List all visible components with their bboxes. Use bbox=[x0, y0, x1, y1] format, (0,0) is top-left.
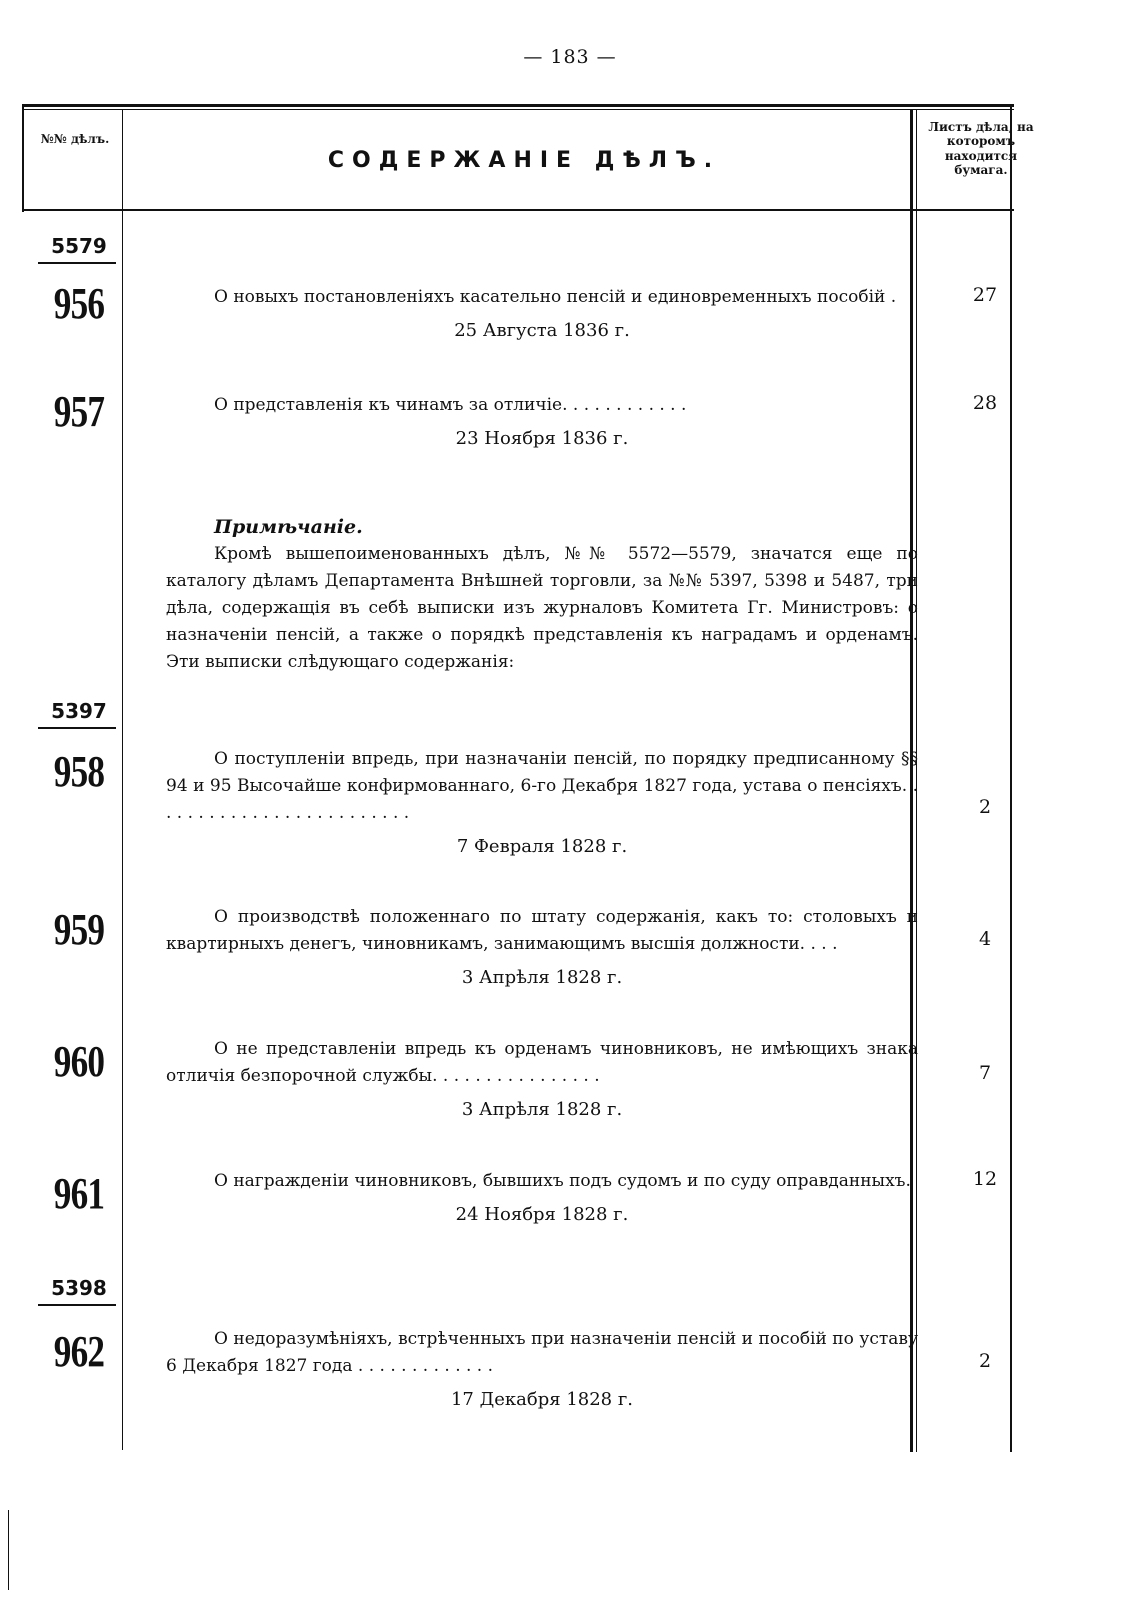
case-title: О поступленіи впредь, при назначаніи пенсій, по порядку предписанному §§ 94 и 95 Высочайше конфирмованнаго, 6-го Декабря 1827 года, устава о пенсіяхъ. . . . . . . . . . . . . . . . . . . . . . . . . bbox=[166, 749, 918, 823]
case-title: О производствѣ положеннаго по штату содержанія, какъ то: столовыхъ и квартирныхъ денегъ, чиновникамъ, занимающимъ высшія должности. . . . bbox=[166, 907, 918, 954]
page-number: — 183 — bbox=[523, 46, 617, 68]
note-heading: Примѣчаніе. bbox=[214, 516, 363, 538]
case-entry bbox=[166, 746, 918, 860]
sheet-number: 4 bbox=[978, 928, 992, 950]
case-number: 961 bbox=[53, 1169, 105, 1218]
note-block bbox=[166, 514, 918, 676]
case-date: 24 Ноября 1828 г. bbox=[455, 1204, 629, 1225]
sheet-number: 2 bbox=[978, 1350, 992, 1372]
case-date: 3 Апрѣля 1828 г. bbox=[461, 1099, 623, 1120]
catalog-rule bbox=[38, 727, 116, 729]
case-title: О новыхъ постановленіяхъ касательно пенсій и единовременныхъ пособій . bbox=[214, 287, 897, 307]
case-entry bbox=[166, 1326, 918, 1413]
case-date: 23 Ноября 1836 г. bbox=[455, 428, 629, 449]
case-number: 962 bbox=[53, 1327, 105, 1376]
case-entry bbox=[166, 1036, 918, 1123]
case-entry bbox=[166, 904, 918, 991]
note-body: Кромѣ вышепоименованныхъ дѣлъ, №№ 5572—5579, значатся еще по каталогу дѣламъ Департамента Внѣшней торговли, за №№ 5397, 5398 и 5487, три дѣла, содержащія въ себѣ выписки изъ журналовъ Комитета Гг. Министровъ: о назначеніи пенсій, а также о порядкѣ представленія къ наградамъ и орденамъ. Эти выписки слѣдующаго содержанія: bbox=[166, 544, 918, 672]
column-header-contents: СОДЕРЖАНІЕ ДѢЛЪ. bbox=[327, 148, 721, 173]
catalog-number: 5397 bbox=[51, 699, 107, 723]
case-number: 959 bbox=[53, 905, 105, 954]
case-date: 25 Августа 1836 г. bbox=[454, 320, 630, 341]
column-header-sheet: Листъ дѣла, на которомъ находится бумага. bbox=[928, 120, 1034, 178]
case-date: 17 Декабря 1828 г. bbox=[450, 1389, 633, 1410]
sheet-number: 12 bbox=[972, 1168, 998, 1190]
case-number: 956 bbox=[53, 279, 105, 328]
column-header-case-number: №№ дѣлъ. bbox=[40, 132, 110, 146]
case-title: О недоразумѣніяхъ, встрѣченныхъ при назначеніи пенсій и пособій по уставу 6 Декабря 1827 года . . . . . . . . . . . . . bbox=[166, 1329, 918, 1376]
catalog-number: 5579 bbox=[51, 234, 107, 258]
case-number: 960 bbox=[53, 1037, 105, 1086]
case-number: 958 bbox=[53, 747, 105, 796]
case-date: 3 Апрѣля 1828 г. bbox=[461, 967, 623, 988]
catalog-rule bbox=[38, 262, 116, 264]
case-title: О награжденіи чиновниковъ, бывшихъ подъ судомъ и по суду оправданныхъ. bbox=[214, 1171, 911, 1191]
case-entry bbox=[166, 1168, 918, 1228]
sheet-number: 28 bbox=[972, 392, 998, 414]
case-title: О не представленіи впредь къ орденамъ чиновниковъ, не имѣющихъ знака отличія безпорочной службы. . . . . . . . . . . . . . . . bbox=[166, 1039, 918, 1086]
case-entry bbox=[166, 284, 918, 344]
catalog-number: 5398 bbox=[51, 1276, 107, 1300]
case-number: 957 bbox=[53, 387, 105, 436]
case-entry bbox=[166, 392, 918, 452]
scan-edge-mark bbox=[8, 1510, 9, 1590]
catalog-rule bbox=[38, 1304, 116, 1306]
case-date: 7 Февраля 1828 г. bbox=[456, 836, 628, 857]
sheet-number: 2 bbox=[978, 796, 992, 818]
case-title: О представленія къ чинамъ за отличіе. . . . . . . . . . . . bbox=[214, 395, 687, 415]
sheet-number: 27 bbox=[972, 284, 998, 306]
sheet-number: 7 bbox=[978, 1062, 992, 1084]
